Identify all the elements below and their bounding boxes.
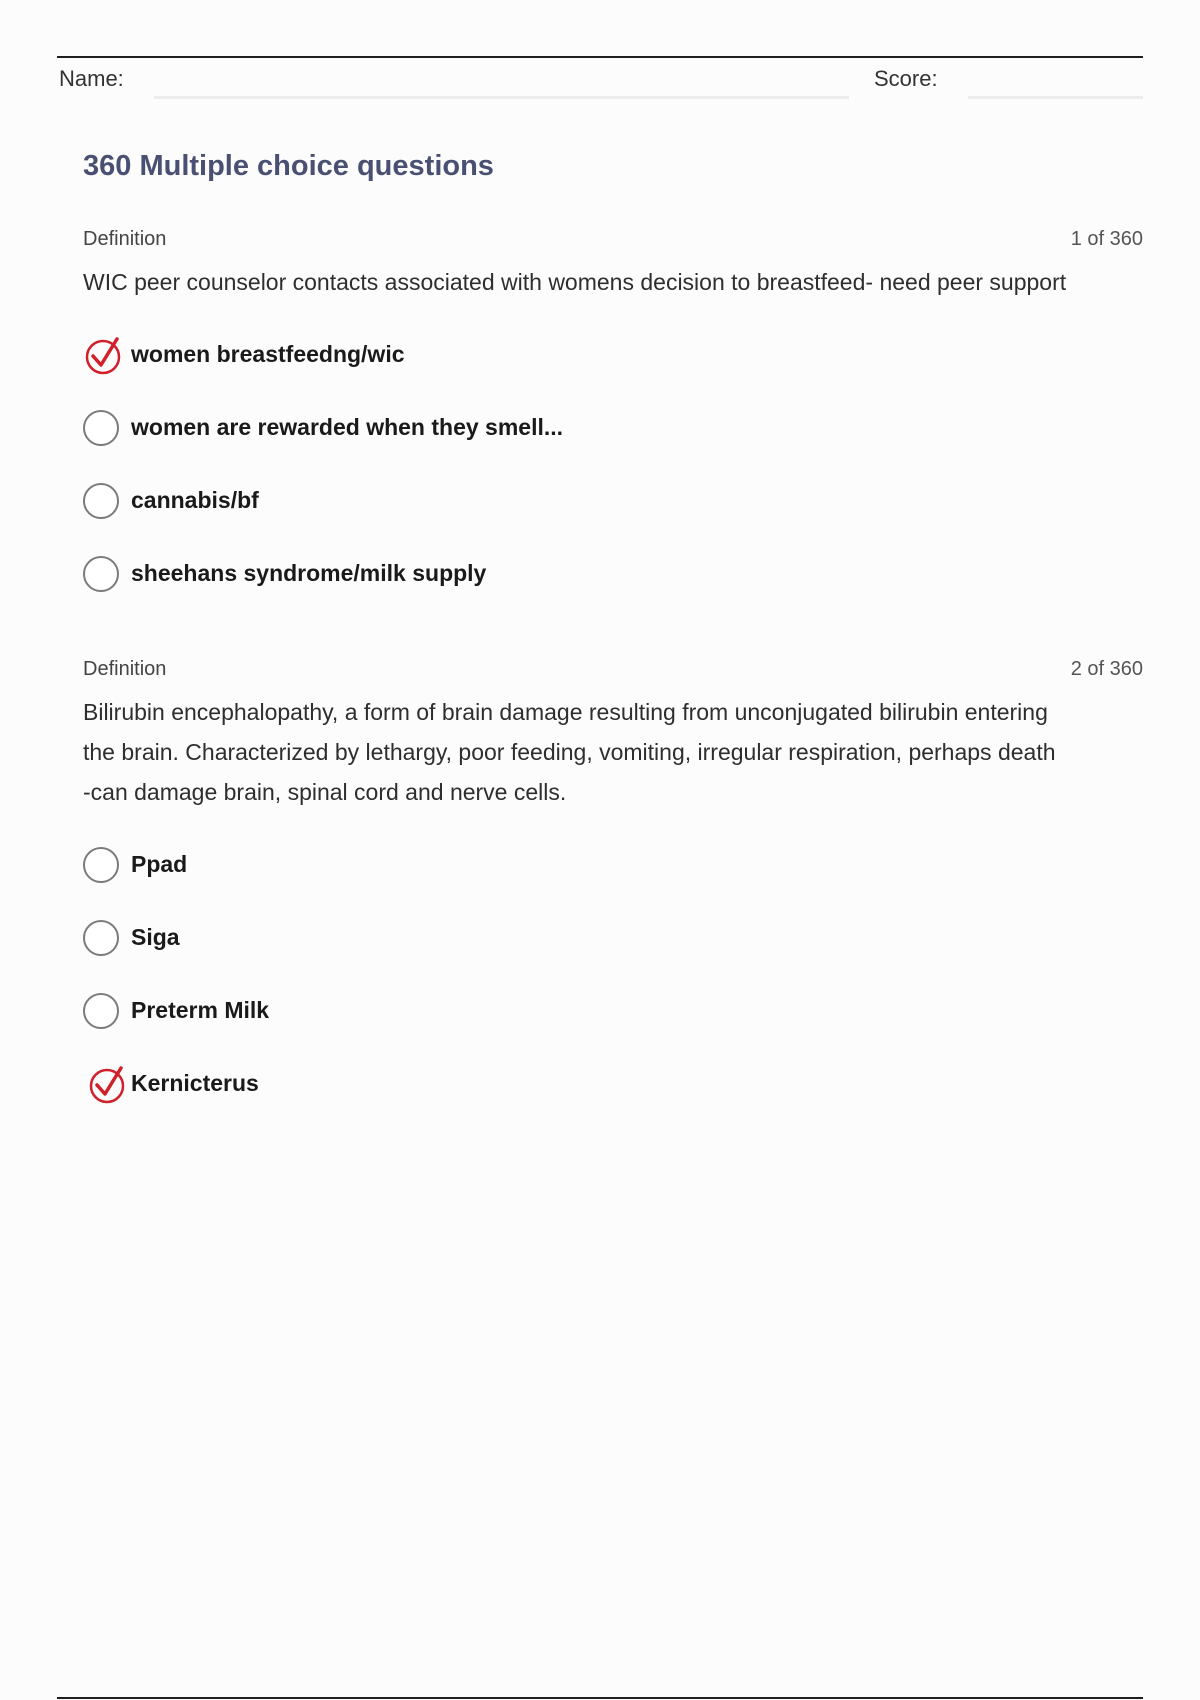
question-count: 1 of 360 bbox=[1070, 228, 1143, 250]
score-field[interactable] bbox=[968, 96, 1143, 99]
options-list bbox=[83, 828, 1143, 1120]
radio-button[interactable] bbox=[83, 847, 119, 883]
radio-button[interactable] bbox=[83, 993, 119, 1029]
option-label: women breastfeedng/wic bbox=[131, 341, 405, 367]
question-1 bbox=[83, 228, 1143, 610]
radio-button[interactable] bbox=[83, 556, 119, 592]
top-rule bbox=[57, 56, 1143, 58]
option-label: Ppad bbox=[131, 851, 188, 877]
option-2[interactable] bbox=[83, 391, 1143, 464]
option-label: sheehans syndrome/milk supply bbox=[131, 560, 487, 586]
option-label: Siga bbox=[131, 924, 180, 950]
options-list bbox=[83, 318, 1143, 610]
option-4[interactable] bbox=[83, 1047, 1143, 1120]
bottom-rule bbox=[57, 1697, 1143, 1699]
option-2[interactable] bbox=[83, 901, 1143, 974]
option-4[interactable] bbox=[83, 537, 1143, 610]
question-kind: Definition bbox=[83, 658, 167, 680]
question-kind: Definition bbox=[83, 228, 167, 250]
question-text: Bilirubin encephalopathy, a form of brain damage resulting from unconjugated bilirubin entering the brain. Characterized by lethargy, poor feeding, vomiting, irregular respiration, perhaps death -can damage brain, spinal cord and nerve cells. bbox=[83, 699, 1056, 805]
radio-button[interactable] bbox=[83, 410, 119, 446]
radio-checked[interactable] bbox=[83, 1066, 119, 1102]
option-label: cannabis/bf bbox=[131, 487, 259, 513]
option-3[interactable] bbox=[83, 974, 1143, 1047]
question-text: WIC peer counselor contacts associated with womens decision to breastfeed- need peer support bbox=[83, 269, 1067, 295]
checkmark-circle-icon bbox=[83, 1062, 127, 1106]
radio-button[interactable] bbox=[83, 920, 119, 956]
name-field[interactable] bbox=[154, 96, 849, 99]
question-2 bbox=[83, 658, 1143, 1120]
option-label: women are rewarded when they smell... bbox=[131, 414, 564, 440]
header-row bbox=[59, 64, 1143, 104]
page-title: 360 Multiple choice questions bbox=[83, 150, 494, 182]
radio-button[interactable] bbox=[83, 483, 119, 519]
option-label: Preterm Milk bbox=[131, 997, 270, 1023]
name-label: Name: bbox=[59, 66, 124, 91]
option-3[interactable] bbox=[83, 464, 1143, 537]
score-label: Score: bbox=[874, 66, 938, 91]
option-1[interactable] bbox=[83, 828, 1143, 901]
option-label: Kernicterus bbox=[131, 1070, 259, 1096]
question-count: 2 of 360 bbox=[1070, 658, 1143, 680]
checkmark-circle-icon bbox=[83, 333, 127, 377]
option-1[interactable] bbox=[83, 318, 1143, 391]
radio-checked[interactable] bbox=[83, 337, 119, 373]
